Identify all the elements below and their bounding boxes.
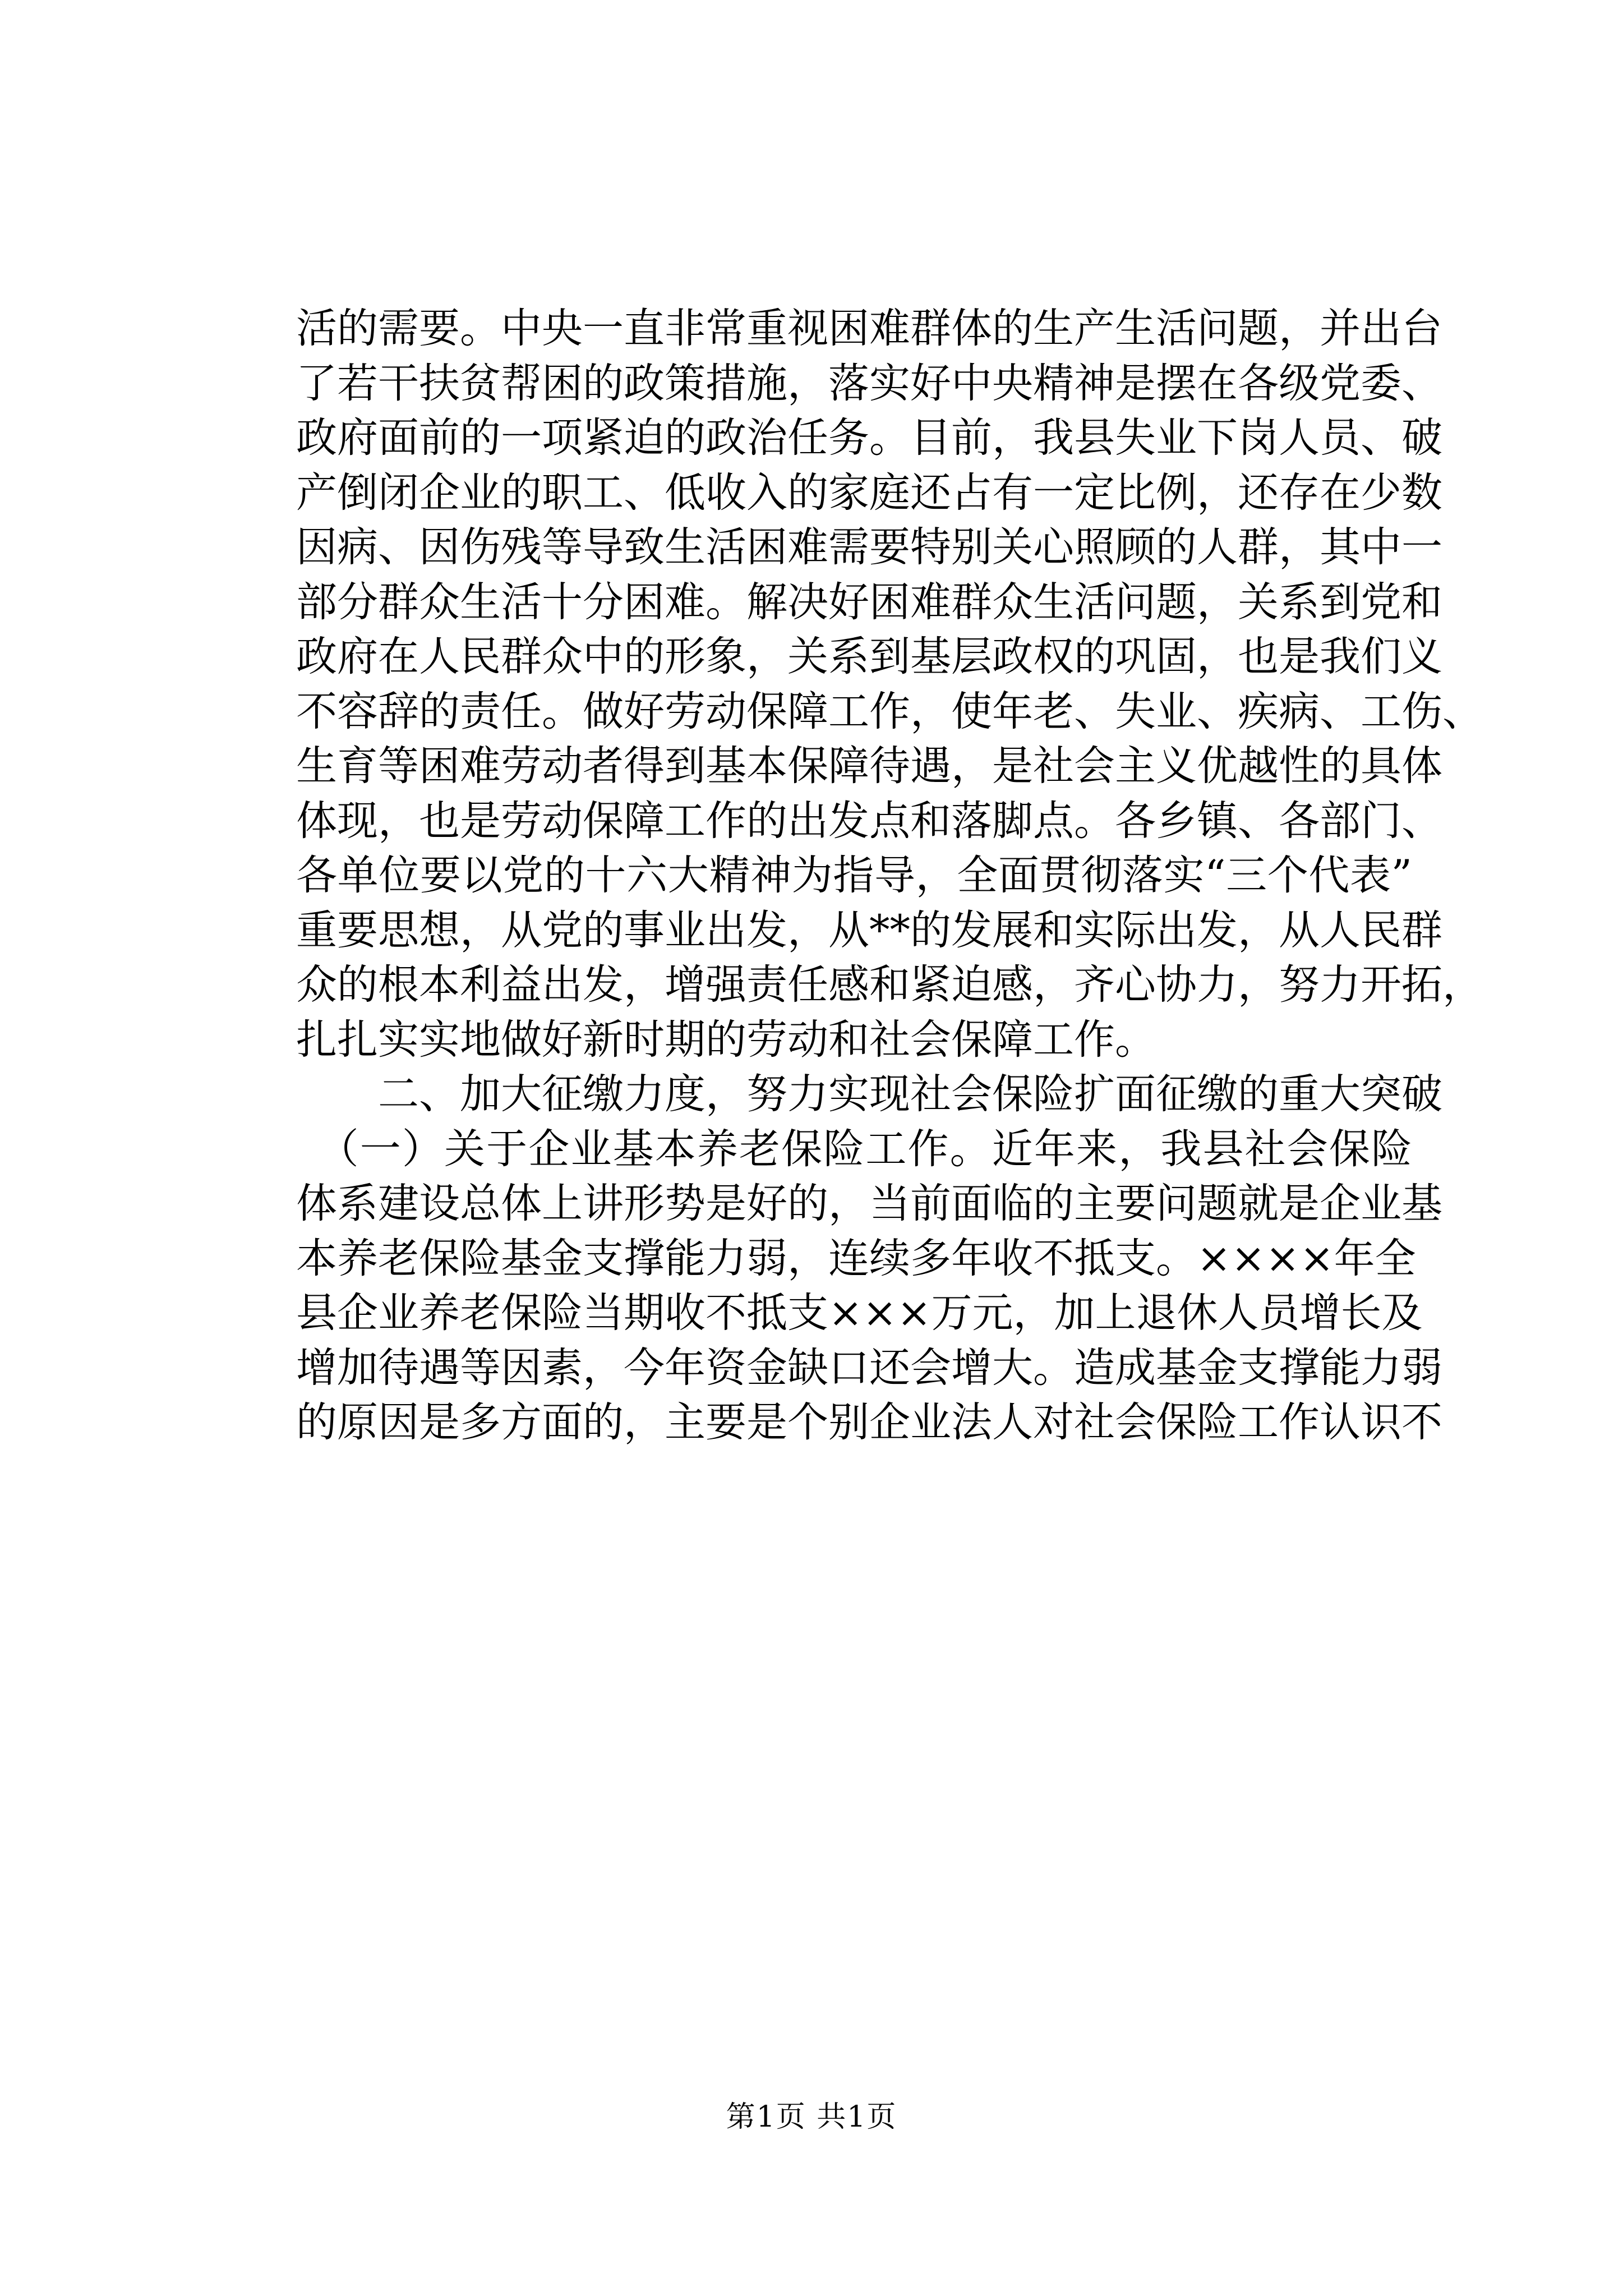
text-line: 产倒闭企业的职工、低收入的家庭还占有一定比例，还存在少数 — [296, 468, 1442, 517]
text-line: 县企业养老保险当期收不抵支×××万元，加上退休人员增长及 — [296, 1289, 1423, 1337]
text-line: 体系建设总体上讲形势是好的，当前面临的主要问题就是企业基 — [296, 1180, 1442, 1227]
text-line: 不容辞的责任。做好劳动保障工作，使年老、失业、疾病、工伤、 — [296, 687, 1483, 735]
body-text — [296, 301, 1483, 1450]
text-line: 活的需要。中央一直非常重视困难群体的生产生活问题，并出台 — [296, 305, 1442, 352]
text-line: （一）关于企业基本养老保险工作。近年来，我县社会保险 — [296, 1125, 1412, 1173]
text-line: 本养老保险基金支撑能力弱，连续多年收不抵支。××××年全 — [296, 1234, 1416, 1282]
text-line: 的原因是多方面的，主要是个别企业法人对社会保险工作认识不 — [296, 1398, 1442, 1446]
text-line: 体现，也是劳动保障工作的出发点和落脚点。各乡镇、各部门、 — [296, 797, 1442, 845]
section-heading: 二、加大征缴力度，努力实现社会保险扩面征缴的重大突破 — [296, 1070, 1442, 1118]
text-line: 生育等困难劳动者得到基本保障待遇，是社会主义优越性的具体 — [296, 742, 1442, 790]
text-line: 政府在人民群众中的形象，关系到基层政权的巩固，也是我们义 — [296, 633, 1442, 680]
page-footer: 第1页 共1页 — [726, 2100, 897, 2134]
text-line: 因病、因伤残等导致生活困难需要特别关心照顾的人群，其中一 — [296, 523, 1442, 571]
text-line: 了若干扶贫帮困的政策措施，落实好中央精神是摆在各级党委、 — [296, 359, 1442, 407]
text-line: 政府面前的一项紧迫的政治任务。目前，我县失业下岗人员、破 — [296, 414, 1442, 462]
text-line: 部分群众生活十分困难。解决好困难群众生活问题，关系到党和 — [296, 578, 1442, 626]
text-line: 扎扎实实地做好新时期的劳动和社会保障工作。 — [296, 1015, 1156, 1064]
text-line: 众的根本利益出发，增强责任感和紧迫感，齐心协力，努力开拓， — [296, 961, 1483, 1009]
text-line: 增加待遇等因素，今年资金缺口还会增大。造成基金支撑能力弱 — [296, 1343, 1442, 1392]
text-line: 重要思想，从党的事业出发，从**的发展和实际出发，从人民群 — [296, 906, 1442, 954]
text-line: 各单位要以党的十六大精神为指导，全面贯彻落实“三个代表” — [296, 852, 1412, 899]
